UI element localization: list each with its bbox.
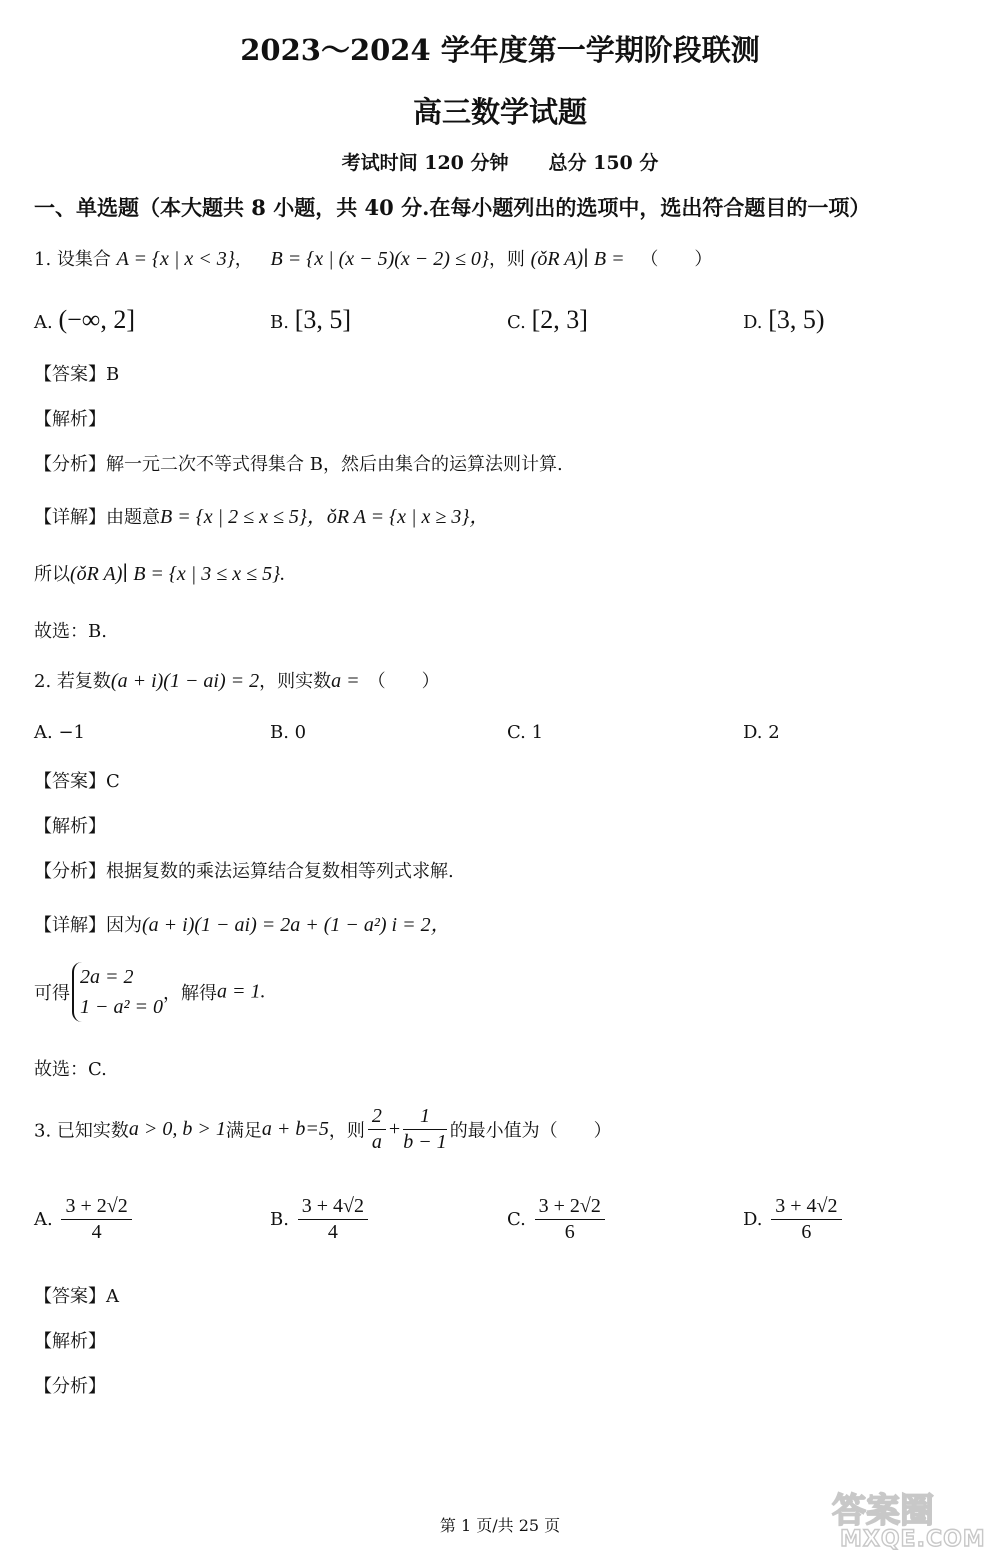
question-1-stem	[34, 245, 712, 271]
separator: ，	[234, 249, 253, 270]
condition-expr: a > 0, b > 1	[128, 1118, 226, 1140]
detail-math: (a + i)(1 − ai) = 2a + (1 − a²) i = 2，	[142, 914, 451, 936]
option-value: [3, 5)	[768, 305, 825, 334]
q1-xiangjie	[34, 500, 489, 529]
option-label: B.	[270, 1209, 289, 1230]
question-2-num: 2. 若复数	[34, 671, 111, 692]
plus-sign: +	[388, 1118, 401, 1140]
answer-blank: （ ）	[640, 249, 713, 270]
q1-option-b	[270, 305, 351, 335]
answer-blank: （ ）	[367, 671, 440, 692]
detail-label: 【详解】由题意	[34, 507, 160, 528]
q2-xiangjie	[34, 908, 451, 937]
therefore-label: 所以	[34, 564, 70, 585]
q2-option-b: B. 0	[270, 722, 307, 743]
fraction-1	[368, 1105, 386, 1154]
q1-fenxi: 【分析】解一元二次不等式得集合 B，然后由集合的运算法则计算.	[34, 454, 563, 475]
exam-title: 2023～2024 学年度第一学期阶段联测	[240, 33, 760, 67]
option-value: [2, 3]	[531, 305, 588, 334]
question-3-num: 3. 已知实数	[34, 1120, 129, 1142]
option-value: [3, 5]	[294, 305, 352, 334]
question-1-num: 1. 设集合	[34, 249, 111, 270]
q1-option-d	[743, 305, 825, 335]
then-word: ，则实数	[259, 671, 332, 692]
option-label: A.	[34, 1209, 53, 1230]
equation-row: 2a = 2	[80, 966, 134, 988]
subject-title: 高三数学试题	[412, 95, 587, 129]
question-2-stem	[34, 667, 440, 693]
set-b-expr: B = {x | (x − 5)(x − 2) ≤ 0}	[270, 248, 489, 270]
q2-jiexi: 【解析】	[34, 816, 106, 837]
q2-option-a: A. −1	[34, 722, 85, 743]
sum-expr: a + b=5	[261, 1118, 329, 1140]
q3-option-c	[507, 1195, 608, 1244]
total-score: 总分 150 分	[548, 152, 659, 174]
option-label: C.	[507, 1209, 526, 1230]
numerator: 3 + 4√2	[771, 1195, 841, 1220]
q1-jiexi: 【解析】	[34, 409, 106, 430]
option-label: C.	[507, 312, 526, 333]
option-fraction	[61, 1195, 131, 1244]
satisfy-word: 满足	[225, 1120, 262, 1142]
denominator: 4	[91, 1221, 102, 1243]
question-3-stem	[34, 1105, 612, 1154]
detail-math: B = {x | 2 ≤ x ≤ 5}，ǒR A = {x | x ≥ 3}，	[160, 506, 490, 528]
option-label: D.	[743, 312, 763, 333]
numerator: 3 + 2√2	[535, 1195, 605, 1220]
q1-option-a	[34, 305, 135, 335]
therefore-math: (ǒR A)∣ B = {x | 3 ≤ x ≤ 5}.	[70, 563, 286, 585]
q1-suoyi	[34, 560, 285, 586]
solve-math: a = 1.	[217, 980, 266, 1003]
q2-answer: 【答案】C	[34, 771, 120, 792]
option-value: (−∞, 2]	[58, 305, 135, 334]
option-label: B.	[270, 312, 289, 333]
fraction-2	[403, 1105, 447, 1154]
exam-time: 考试时间 120 分钟	[341, 152, 509, 174]
set-a-expr: A = {x | x < 3}	[116, 248, 235, 270]
derive-label: 可得	[34, 983, 70, 1004]
ask-text: 的最小值为（ ）	[449, 1120, 612, 1142]
q1-option-c	[507, 305, 588, 335]
watermark-cn: 答案圈	[832, 1491, 934, 1531]
then-word: ，则	[488, 249, 525, 270]
denominator: a	[371, 1131, 382, 1153]
complement-expr: (ǒR A)∣ B =	[530, 248, 625, 270]
q1-answer: 【答案】B	[34, 364, 120, 385]
denominator: 4	[327, 1221, 338, 1243]
option-fraction	[298, 1195, 368, 1244]
equation-system	[72, 962, 163, 1022]
option-label: A.	[34, 312, 53, 333]
numerator: 2	[368, 1105, 386, 1130]
watermark-en: MXQE.COM	[840, 1527, 986, 1550]
then-word: ，则	[328, 1120, 365, 1142]
detail-label: 【详解】因为	[34, 915, 142, 936]
numerator: 1	[403, 1105, 447, 1130]
option-fraction	[771, 1195, 841, 1244]
equation-row: 1 − a² = 0	[80, 996, 163, 1018]
q2-option-c: C. 1	[507, 722, 544, 743]
q2-system	[34, 962, 266, 1022]
numerator: 3 + 4√2	[298, 1195, 368, 1220]
denominator: b − 1	[403, 1131, 447, 1153]
denominator: 6	[801, 1221, 812, 1243]
q2-option-d: D. 2	[743, 722, 780, 743]
q3-fenxi: 【分析】	[34, 1376, 106, 1397]
q2-fenxi: 【分析】根据复数的乘法运算结合复数相等列式求解.	[34, 861, 454, 882]
complex-expr: (a + i)(1 − ai) = 2	[110, 670, 260, 692]
q1-choice: 故选：B.	[34, 621, 107, 642]
page-number: 第 1 页/共 25 页	[439, 1516, 561, 1535]
q3-jiexi: 【解析】	[34, 1331, 106, 1352]
option-fraction	[535, 1195, 605, 1244]
q3-option-b	[270, 1195, 371, 1244]
section-heading: 一、单选题（本大题共 8 小题，共 40 分.在每小题列出的选项中，选出符合题目的一项）	[34, 195, 871, 220]
exam-info	[0, 148, 1000, 175]
q3-option-a	[34, 1195, 135, 1244]
denominator: 6	[564, 1221, 575, 1243]
watermark-logo	[826, 1488, 986, 1550]
numerator: 3 + 2√2	[61, 1195, 131, 1220]
solve-label: ，解得	[163, 983, 217, 1004]
var-expr: a =	[331, 670, 360, 692]
option-label: D.	[743, 1209, 763, 1230]
q2-choice: 故选：C.	[34, 1059, 107, 1080]
q3-option-d	[743, 1195, 845, 1244]
q3-answer: 【答案】A	[34, 1286, 119, 1307]
